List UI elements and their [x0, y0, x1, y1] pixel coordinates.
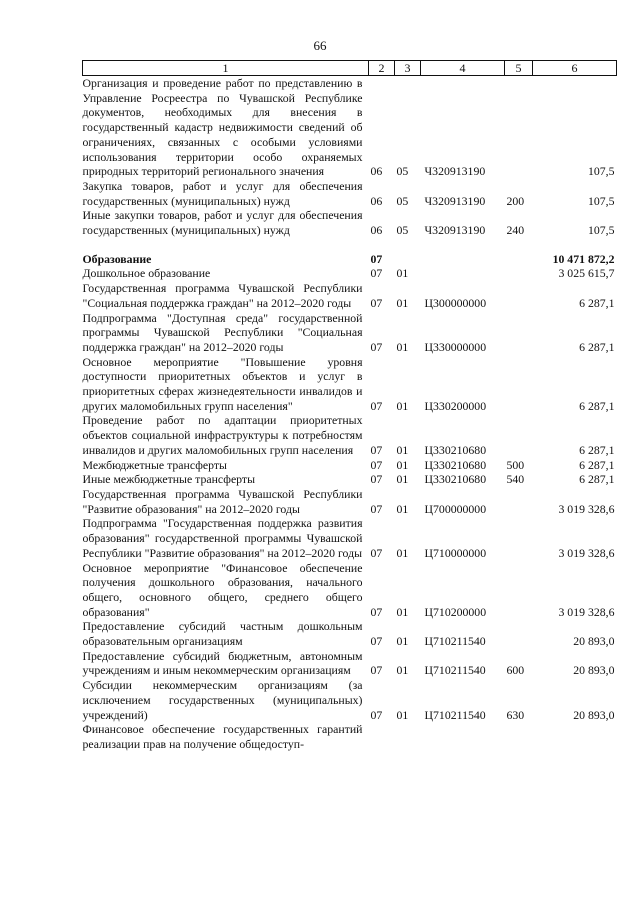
budget-table	[82, 60, 617, 752]
row-target-item-code: Ц330200000	[424, 398, 487, 413]
table-row	[83, 311, 617, 355]
table-row	[83, 458, 617, 473]
row-description: Финансовое обеспечение государственных гарантий реализации прав на получение общедоступ-	[82, 722, 363, 751]
row-spacer	[83, 238, 617, 252]
table-row	[83, 516, 617, 560]
row-subsection-code: 01	[396, 295, 409, 310]
row-section-code: 07	[370, 398, 383, 413]
table-row	[83, 649, 617, 678]
row-expense-kind-code: 500	[506, 457, 525, 472]
column-header-amount: 6	[533, 61, 617, 76]
row-amount: 20 893,0	[573, 663, 615, 678]
row-section-code: 07	[370, 251, 383, 266]
row-amount: 6 287,1	[579, 295, 615, 310]
row-expense-kind-code	[505, 355, 533, 414]
row-expense-kind-code	[505, 722, 533, 751]
row-target-item-code: Ц710211540	[424, 634, 486, 649]
column-header-section: 2	[369, 61, 395, 76]
row-target-item-code: Ч320913190	[424, 193, 486, 208]
row-target-item-code	[421, 252, 505, 267]
row-description: Межбюджетные трансферты	[82, 457, 227, 472]
row-target-item-code: Ц330210680	[424, 442, 487, 457]
row-target-item-code: Ц710211540	[424, 707, 486, 722]
row-description: Подпрограмма "Доступная среда" государственной программы Чувашской Республики "Социальная поддержка граждан" на 2012–2020 годы	[82, 310, 363, 354]
row-section-code: 07	[370, 501, 383, 516]
row-amount: 20 893,0	[573, 634, 615, 649]
row-amount: 3 019 328,6	[558, 545, 615, 560]
row-description: Дошкольное образование	[82, 266, 211, 281]
column-header-row	[83, 61, 617, 76]
row-target-item-code: Ч320913190	[424, 223, 486, 238]
row-description: Предоставление субсидий бюджетным, автономным учреждениям и иным некоммерческим организациям	[82, 648, 363, 678]
row-expense-kind-code	[505, 266, 533, 281]
column-header-expense-kind: 5	[505, 61, 533, 76]
table-row	[83, 722, 617, 751]
row-section-code: 07	[370, 707, 383, 722]
row-description: Подпрограмма "Государственная поддержка развития образования" государственной программы Чувашской Республики "Развитие образования" на 2012–2020 годы	[82, 516, 363, 560]
row-section-code: 07	[370, 457, 383, 472]
row-amount: 107,5	[587, 193, 615, 208]
row-expense-kind-code	[505, 311, 533, 355]
row-subsection-code: 01	[396, 663, 409, 678]
table-row	[83, 355, 617, 414]
row-subsection-code: 01	[396, 501, 409, 516]
row-subsection-code: 01	[396, 707, 409, 722]
row-section-code: 06	[370, 164, 383, 179]
row-description: Государственная программа Чувашской Республики "Развитие образования" на 2012–2020 годы	[82, 486, 363, 516]
row-amount: 3 019 328,6	[558, 501, 615, 516]
row-expense-kind-code: 600	[506, 663, 525, 678]
row-description: Государственная программа Чувашской Республики "Социальная поддержка граждан" на 2012–2020 годы	[82, 281, 363, 310]
row-section-code: 07	[370, 545, 383, 560]
row-subsection-code: 01	[396, 266, 409, 281]
row-subsection-code: 01	[396, 457, 409, 472]
row-expense-kind-code	[505, 619, 533, 648]
row-subsection-code: 01	[396, 604, 409, 619]
row-amount: 6 287,1	[579, 339, 615, 354]
row-subsection-code: 05	[396, 164, 409, 179]
row-amount: 107,5	[587, 164, 615, 179]
row-expense-kind-code	[505, 252, 533, 267]
page-number: 66	[313, 38, 327, 53]
row-subsection-code: 01	[396, 442, 409, 457]
row-amount: 107,5	[587, 223, 615, 238]
table-row	[83, 76, 617, 179]
row-expense-kind-code: 200	[506, 193, 525, 208]
budget-rows	[83, 76, 617, 752]
row-amount: 3 025 615,7	[558, 266, 615, 281]
row-amount: 3 019 328,6	[558, 604, 615, 619]
row-amount: 6 287,1	[579, 472, 615, 487]
row-amount: 6 287,1	[579, 398, 615, 413]
row-subsection-code: 05	[396, 223, 409, 238]
row-section-code: 07	[370, 295, 383, 310]
row-amount: 6 287,1	[579, 457, 615, 472]
column-header-description: 1	[83, 61, 369, 76]
row-subsection-code: 01	[396, 472, 409, 487]
row-section-code	[369, 722, 395, 751]
column-header-target-item: 4	[421, 61, 505, 76]
row-description: Основное мероприятие "Повышение уровня доступности приоритетных объектов и услуг в приоритетных сферах жизнедеятельности инвалидов и других маломобильных групп населения"	[82, 354, 363, 413]
row-subsection-code: 05	[396, 193, 409, 208]
row-amount: 10 471 872,2	[552, 251, 615, 266]
row-subsection-code: 01	[396, 634, 409, 649]
table-row	[83, 266, 617, 281]
row-description: Иные закупки товаров, работ и услуг для обеспечения государственных (муниципальных) нужд	[82, 208, 363, 238]
row-subsection-code: 01	[396, 339, 409, 354]
row-expense-kind-code: 240	[506, 223, 525, 238]
row-description: Основное мероприятие "Финансовое обеспечение получения дошкольного образования, начального общего, основного общего, среднего общего образования"	[82, 560, 363, 619]
column-header-subsection: 3	[395, 61, 421, 76]
row-section-code: 07	[370, 442, 383, 457]
row-target-item-code: Ц330210680	[424, 457, 487, 472]
row-description: Проведение работ по адаптации приоритетных объектов социальной инфраструктуры к потребностям инвалидов и других маломобильных групп населения	[82, 413, 363, 457]
table-row	[83, 413, 617, 457]
row-amount: 6 287,1	[579, 442, 615, 457]
row-section-code: 07	[370, 663, 383, 678]
row-target-item-code: Ц330000000	[424, 339, 487, 354]
row-description: Организация и проведение работ по представлению в Управление Росреестра по Чувашской Республике документов, необходимых для внесения в государственный кадастр недвижимости сведений об ограничениях, связанных с особыми условиями использования территории особо охраняемых природных территорий регионального значения	[82, 76, 363, 179]
table-row	[83, 619, 617, 648]
row-section-code: 07	[370, 634, 383, 649]
row-target-item-code: Ц700000000	[424, 501, 487, 516]
row-target-item-code: Ц710000000	[424, 545, 487, 560]
row-expense-kind-code	[505, 487, 533, 516]
row-expense-kind-code	[505, 561, 533, 620]
row-subsection-code	[395, 252, 421, 267]
row-expense-kind-code	[505, 76, 533, 179]
table-row	[83, 281, 617, 310]
row-spacer-cell	[83, 238, 617, 252]
row-target-item-code: Ц710211540	[424, 663, 486, 678]
row-section-code: 07	[370, 604, 383, 619]
row-section-code: 07	[370, 339, 383, 354]
table-row	[83, 472, 617, 487]
row-description: Образование	[82, 251, 152, 266]
row-section-code: 06	[370, 223, 383, 238]
row-target-item-code: Ц710200000	[424, 604, 487, 619]
row-description: Предоставление субсидий частным дошкольным образовательным организациям	[82, 619, 363, 649]
table-row	[83, 487, 617, 516]
row-target-item-code: Ц330210680	[424, 472, 487, 487]
row-expense-kind-code	[505, 516, 533, 560]
row-target-item-code: Ц300000000	[424, 295, 487, 310]
table-row	[83, 678, 617, 722]
row-subsection-code: 01	[396, 545, 409, 560]
row-expense-kind-code	[505, 281, 533, 310]
table-row	[83, 179, 617, 208]
row-target-item-code	[421, 266, 505, 281]
row-description: Закупка товаров, работ и услуг для обеспечения государственных (муниципальных) нужд	[82, 178, 363, 208]
row-expense-kind-code: 630	[506, 707, 525, 722]
row-target-item-code	[421, 722, 505, 751]
row-section-code: 06	[370, 193, 383, 208]
table-row	[83, 561, 617, 620]
row-subsection-code	[395, 722, 421, 751]
row-expense-kind-code	[505, 413, 533, 457]
row-description: Субсидии некоммерческим организациям (за исключением государственных (муниципальных) учреждений)	[82, 678, 363, 722]
row-subsection-code: 01	[396, 398, 409, 413]
row-target-item-code: Ч320913190	[424, 164, 486, 179]
table-row	[83, 252, 617, 267]
row-section-code: 07	[370, 266, 383, 281]
table-row	[83, 208, 617, 237]
row-section-code: 07	[370, 472, 383, 487]
row-expense-kind-code: 540	[506, 472, 525, 487]
row-amount	[533, 722, 617, 751]
row-amount: 20 893,0	[573, 707, 615, 722]
row-description: Иные межбюджетные трансферты	[82, 472, 256, 487]
